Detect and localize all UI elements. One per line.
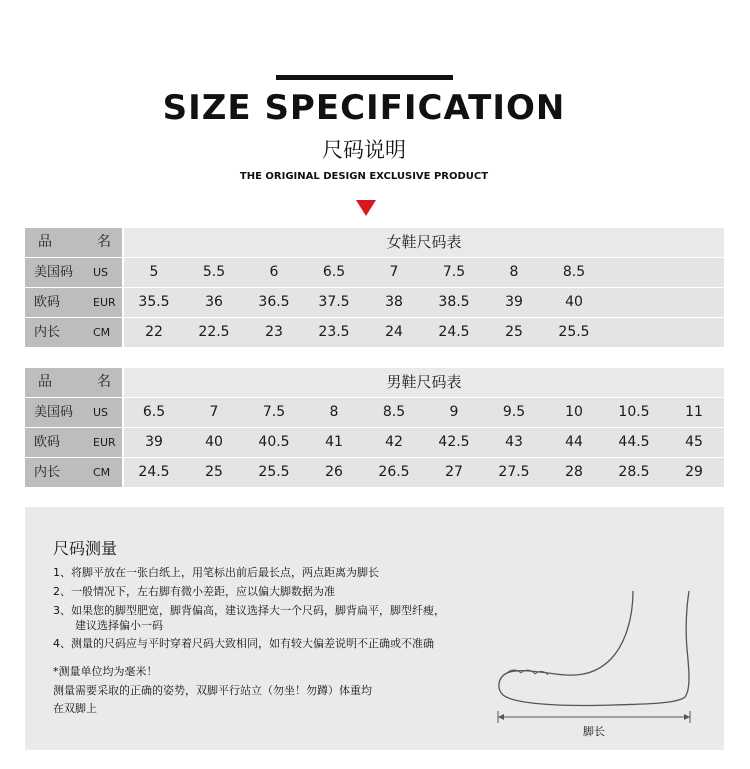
table-cell: 6.5	[142, 404, 166, 420]
row-unit: EUR	[93, 436, 116, 449]
table-cell: 7.5	[442, 264, 466, 280]
table-cell: 40	[565, 294, 583, 310]
page-subtitle: 尺码说明	[322, 138, 406, 162]
table-cell: 38.5	[438, 294, 470, 310]
row-unit: US	[93, 266, 109, 279]
table-cell: 22	[145, 324, 163, 340]
table-cell: 25	[205, 464, 223, 480]
row-label: 美国码	[34, 265, 74, 280]
table-cell: 24.5	[138, 464, 170, 480]
table-row-cm	[25, 318, 724, 347]
table-cell: 28.5	[618, 464, 650, 480]
men-size-table	[25, 368, 724, 488]
table-cell: 26	[325, 464, 343, 480]
table-row-eur	[25, 428, 724, 457]
table-cell: 45	[685, 434, 703, 450]
table-cell: 39	[145, 434, 163, 450]
measurement-note: *测量单位均为毫米！	[53, 665, 158, 678]
table-cell: 25.5	[258, 464, 290, 480]
table-cell: 38	[385, 294, 403, 310]
table-cell: 42.5	[438, 434, 470, 450]
table-cell: 8	[329, 404, 339, 420]
product-name-label: 品 名	[25, 228, 122, 257]
table-cell: 10	[565, 404, 583, 420]
table-cell: 28	[565, 464, 583, 480]
foot-length-caption: 脚长	[583, 725, 605, 738]
table-cell: 25.5	[558, 324, 590, 340]
table-cell: 42	[385, 434, 403, 450]
table-cell: 6.5	[322, 264, 346, 280]
row-unit: CM	[93, 466, 111, 479]
table-cell: 24.5	[438, 324, 470, 340]
table-cell: 11	[685, 404, 703, 420]
table-cell: 5	[149, 264, 159, 280]
table-cell: 7.5	[262, 404, 286, 420]
table-cell: 6	[269, 264, 279, 280]
measurement-step: 4、测量的尺码应与平时穿着尺码大致相同，如有较大偏差说明不正确或不准确	[53, 637, 434, 650]
row-label: 内长	[34, 325, 61, 340]
row-unit: EUR	[93, 296, 116, 309]
table-cell: 5.5	[202, 264, 226, 280]
measurement-note: 测量需要采取的正确的姿势，双脚平行站立（勿坐！勿蹲）体重均	[53, 684, 372, 697]
table-cell: 9.5	[502, 404, 526, 420]
measurement-step: 1、将脚平放在一张白纸上，用笔标出前后最长点，两点距离为脚长	[53, 566, 379, 579]
table-cell: 8	[509, 264, 519, 280]
women-size-table	[25, 228, 724, 348]
table-caption: 女鞋尺码表	[386, 233, 462, 251]
table-cell: 40.5	[258, 434, 290, 450]
table-cell: 10.5	[618, 404, 650, 420]
measurement-note: 在双脚上	[53, 702, 97, 715]
table-cell: 27	[445, 464, 463, 480]
page-title: SIZE SPECIFICATION	[162, 88, 566, 128]
table-cell: 44	[565, 434, 583, 450]
table-header-row	[25, 228, 724, 257]
table-cell: 36.5	[258, 294, 290, 310]
table-caption: 男鞋尺码表	[386, 373, 462, 391]
table-cell: 41	[325, 434, 343, 450]
table-cell: 40	[205, 434, 223, 450]
table-cell: 9	[449, 404, 459, 420]
table-row-us	[25, 398, 724, 427]
measurement-step: 3、如果您的脚型肥宽，脚背偏高，建议选择大一个尺码，脚背扁平，脚型纤瘦，	[53, 604, 445, 617]
measurement-panel	[25, 507, 724, 750]
table-cell: 36	[205, 294, 223, 310]
measurement-step: 2、一般情况下，左右脚有微小差距，应以偏大脚数据为准	[53, 585, 335, 598]
table-row-us	[25, 258, 724, 287]
row-label: 内长	[34, 465, 61, 480]
table-row-eur	[25, 288, 724, 317]
foot-outline-icon	[493, 589, 703, 739]
table-cell: 29	[685, 464, 703, 480]
measurement-step: 建议选择偏小一码	[53, 619, 163, 632]
table-cell: 25	[505, 324, 523, 340]
title-decoration-bar	[276, 75, 453, 80]
table-header-row	[25, 368, 724, 397]
table-cell: 27.5	[498, 464, 530, 480]
tagline: THE ORIGINAL DESIGN EXCLUSIVE PRODUCT	[239, 171, 489, 182]
row-label: 欧码	[34, 435, 61, 450]
table-cell: 23	[265, 324, 283, 340]
table-cell: 39	[505, 294, 523, 310]
measurement-title: 尺码测量	[53, 539, 118, 558]
table-cell: 35.5	[138, 294, 170, 310]
down-triangle-icon	[356, 200, 376, 216]
product-name-label: 品 名	[25, 368, 122, 397]
row-label: 欧码	[34, 295, 61, 310]
table-cell: 7	[389, 264, 399, 280]
table-row-cm	[25, 458, 724, 487]
table-cell: 43	[505, 434, 523, 450]
table-cell: 7	[209, 404, 219, 420]
table-cell: 26.5	[378, 464, 410, 480]
table-cell: 8.5	[382, 404, 406, 420]
row-unit: US	[93, 406, 109, 419]
row-unit: CM	[93, 326, 111, 339]
table-cell: 23.5	[318, 324, 350, 340]
table-cell: 8.5	[562, 264, 586, 280]
row-label: 美国码	[34, 405, 74, 420]
table-cell: 24	[385, 324, 403, 340]
table-cell: 22.5	[198, 324, 230, 340]
table-cell: 37.5	[318, 294, 350, 310]
table-cell: 44.5	[618, 434, 650, 450]
